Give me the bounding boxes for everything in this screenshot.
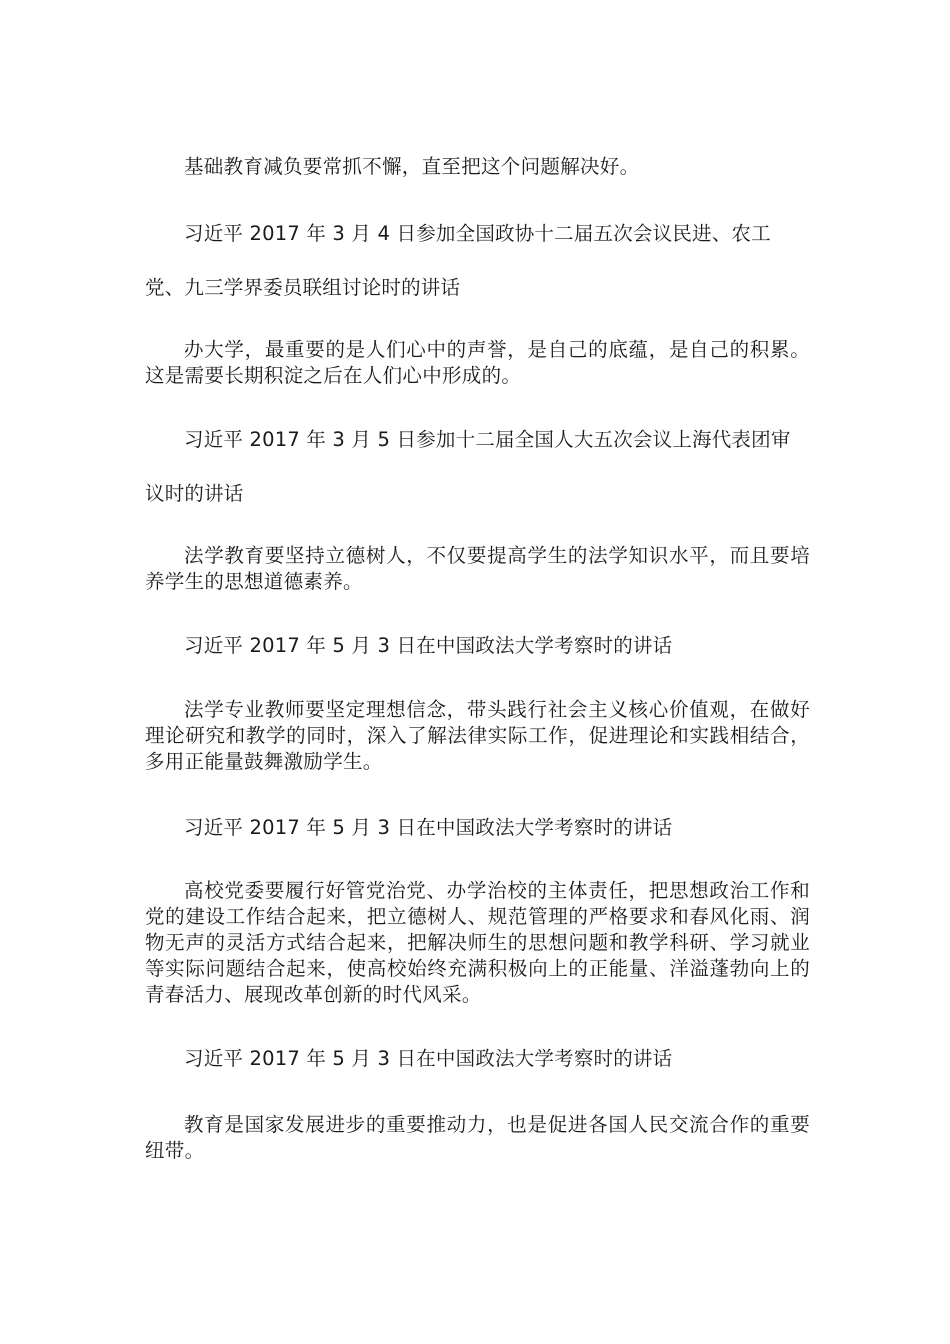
source-attribution: 习近平 2017 年 3 月 5 日参加十二届全国人大五次会议上海代表团审议时的讲话 (145, 428, 791, 505)
quote-paragraph: 教育是国家发展进步的重要推动力，也是促进各国人民交流合作的重要纽带。 (145, 1113, 810, 1162)
source-attribution: 习近平 2017 年 5 月 3 日在中国政法大学考察时的讲话 (184, 634, 673, 657)
quote-paragraph: 法学专业教师要坚定理想信念，带头践行社会主义核心价值观，在做好理论研究和教学的同时，深入了解法律实际工作，促进理论和实践相结合，多用正能量鼓舞激励学生。 (145, 698, 810, 773)
source-attribution: 习近平 2017 年 5 月 3 日在中国政法大学考察时的讲话 (184, 1047, 673, 1070)
quote-paragraph: 办大学，最重要的是人们心中的声誉，是自己的底蕴，是自己的积累。这是需要长期积淀之后在人们心中形成的。 (145, 338, 810, 387)
quote-paragraph: 基础教育减负要常抓不懈，直至把这个问题解决好。 (184, 155, 640, 178)
source-attribution: 习近平 2017 年 5 月 3 日在中国政法大学考察时的讲话 (184, 816, 673, 839)
quote-paragraph: 法学教育要坚持立德树人，不仅要提高学生的法学知识水平，而且要培养学生的思想道德素养。 (145, 544, 810, 593)
quote-paragraph: 高校党委要履行好管党治党、办学治校的主体责任，把思想政治工作和党的建设工作结合起来，把立德树人、规范管理的严格要求和春风化雨、润物无声的灵活方式结合起来，把解决师生的思想问题和教学科研、学习就业等实际问题结合起来，使高校始终充满积极向上的正能量、洋溢蓬勃向上的青春活力、展现改革创新的时代风采。 (145, 879, 810, 1006)
source-attribution: 习近平 2017 年 3 月 4 日参加全国政协十二届五次会议民进、农工党、九三学界委员联组讨论时的讲话 (145, 222, 771, 299)
